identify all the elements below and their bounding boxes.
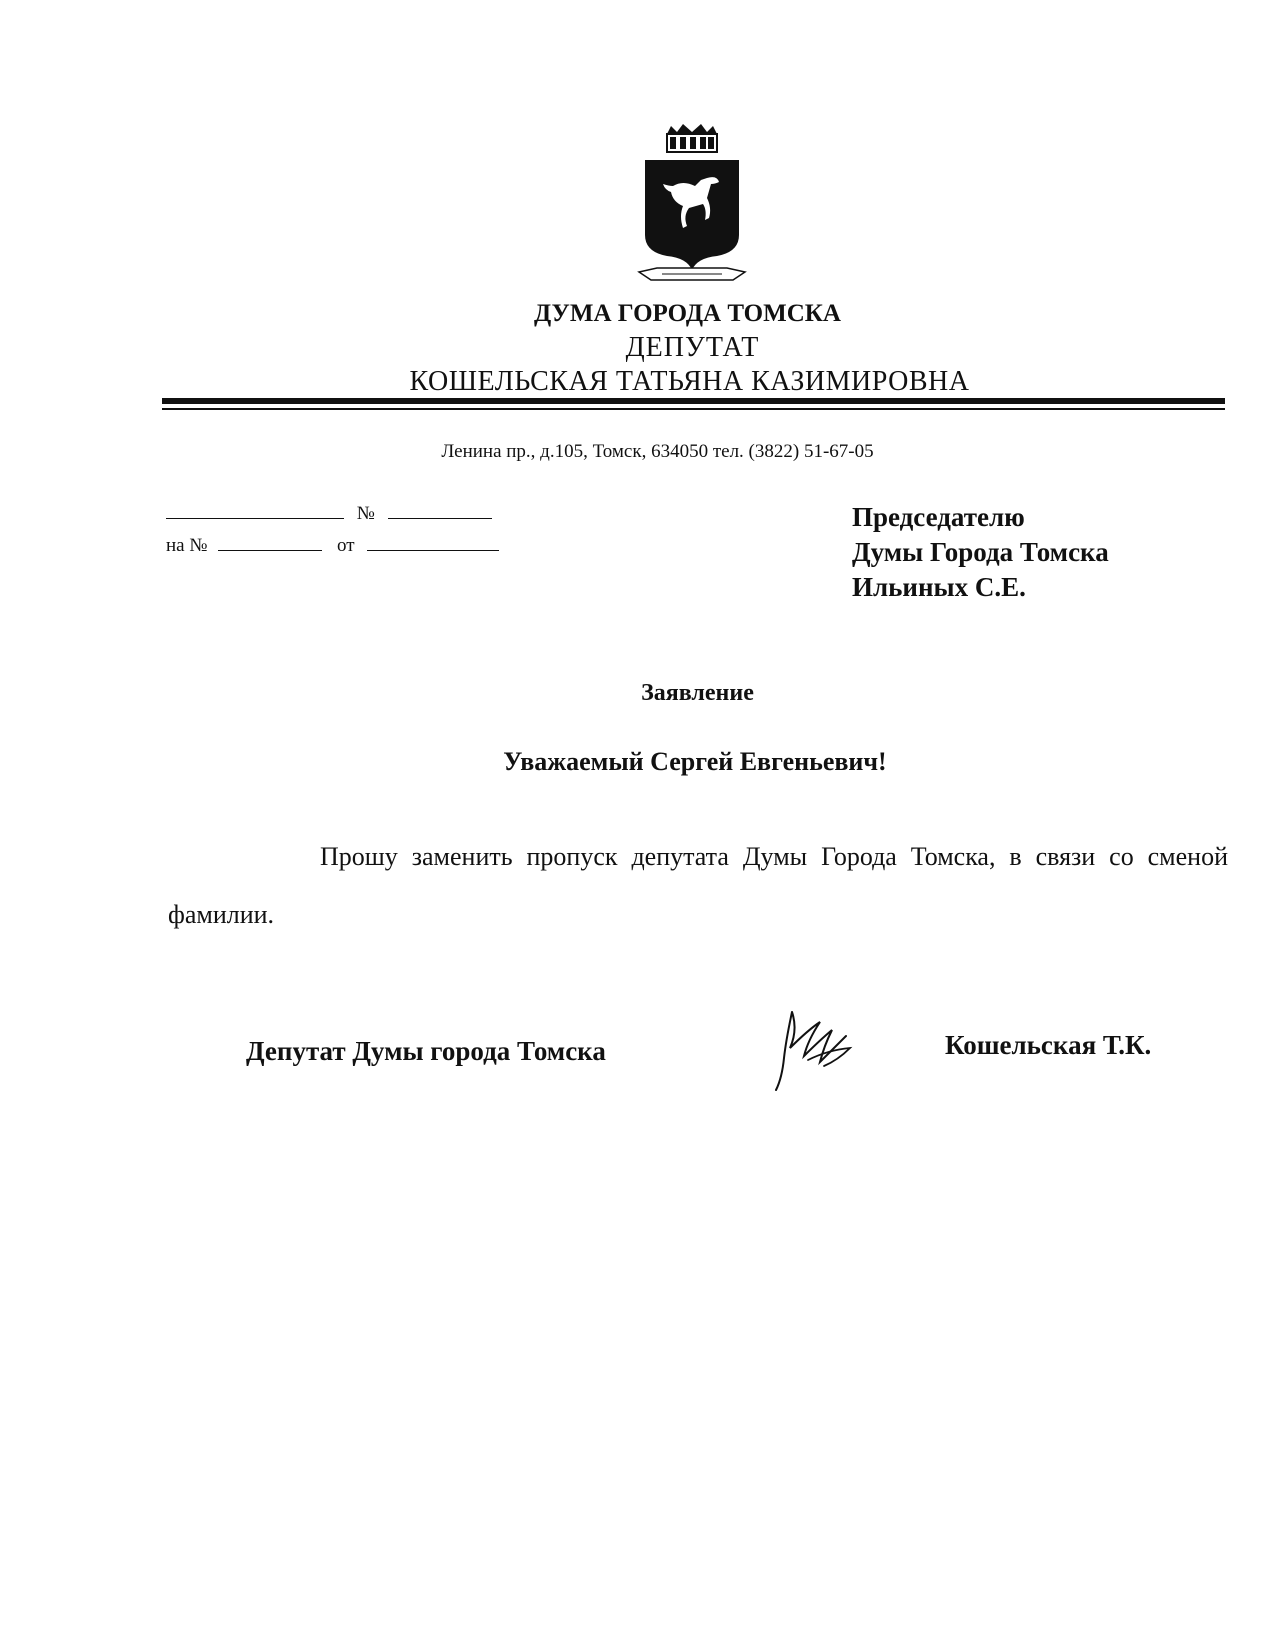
request-body: Прошу заменить пропуск депутата Думы Города Томска, в связи со сменой фамилии. [168, 842, 1228, 929]
deputy-name: КОШЕЛЬСКАЯ ТАТЬЯНА КАЗИМИРОВНА [409, 366, 970, 397]
handwritten-signature [768, 1000, 868, 1095]
outgoing-number-line [166, 500, 492, 525]
salutation: Уважаемый Сергей Евгеньевич! [503, 747, 887, 776]
letterhead-divider-thin [162, 408, 1225, 410]
addressee-block [852, 500, 1109, 605]
crown-icon [667, 124, 717, 152]
addressee-title: Председателю [852, 502, 1025, 532]
outgoing-date-blank [166, 500, 344, 519]
reply-date-blank [367, 532, 499, 551]
organization-title: ДУМА ГОРОДА ТОМСКА [534, 300, 841, 327]
from-label: от [336, 535, 355, 556]
deputy-role: ДЕПУТАТ [625, 332, 760, 363]
ribbon-icon [639, 268, 745, 280]
shield-icon [645, 160, 739, 270]
number-sign-label: № [356, 503, 375, 524]
city-coat-of-arms-emblem [637, 120, 747, 290]
reply-prefix-label: на № [166, 535, 208, 556]
addressee-organization: Думы Города Томска [852, 537, 1109, 567]
letterhead-divider-thick [162, 398, 1225, 404]
reply-number-line [166, 532, 499, 557]
document-title: Заявление [641, 680, 754, 706]
contact-address: Ленина пр., д.105, Томск, 634050 тел. (3822) 51-67-05 [441, 441, 874, 462]
signatory-name: Кошельская Т.К. [945, 1030, 1152, 1060]
outgoing-number-blank [388, 500, 492, 519]
reply-number-blank [218, 532, 322, 551]
signatory-position: Депутат Думы города Томска [246, 1036, 606, 1066]
addressee-name: Ильиных С.Е. [852, 572, 1026, 602]
